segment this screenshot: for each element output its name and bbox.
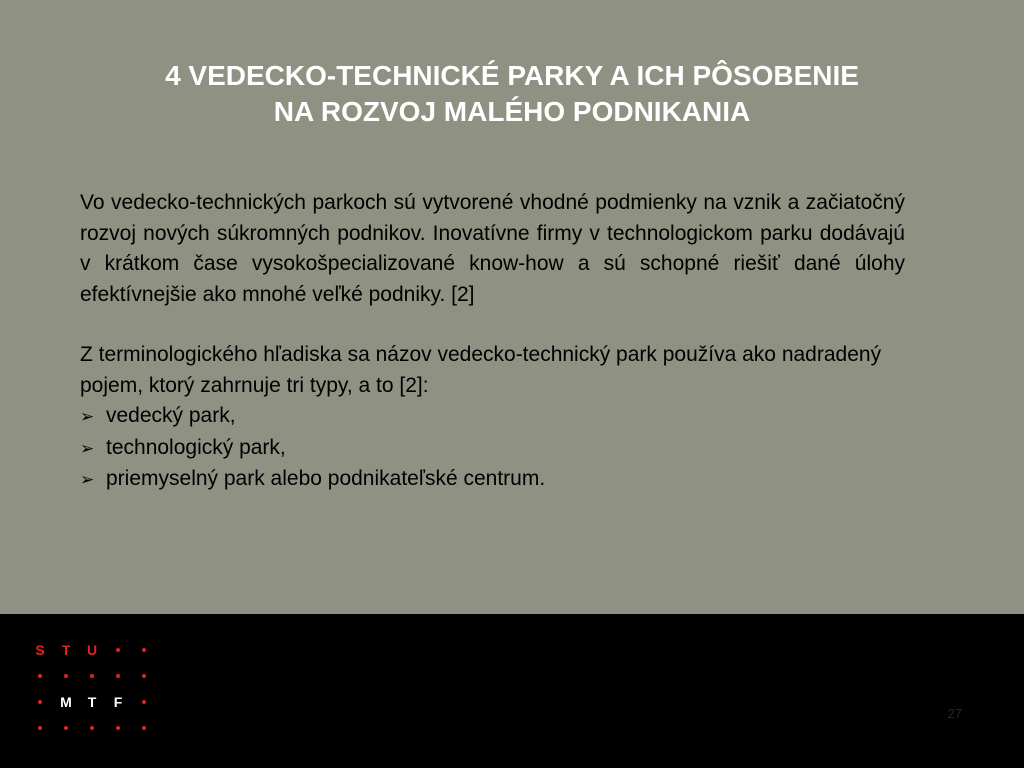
logo-dot	[105, 637, 131, 663]
logo-dot	[131, 663, 157, 689]
logo-dot-mark	[90, 726, 94, 730]
list-item	[80, 401, 905, 433]
list-item	[80, 464, 905, 496]
logo-letter: S	[35, 642, 45, 658]
paragraph-2: Z terminologického hľadiska sa názov vedecko-technický park používa ako nadradený pojem, ktorý zahrnuje tri typy, a to [2]:	[80, 343, 882, 397]
logo-dot-mark	[116, 726, 120, 730]
slide-number: 27	[947, 706, 962, 721]
logo-dot	[53, 663, 79, 689]
logo-letter: M	[60, 694, 72, 710]
logo-dot	[27, 663, 53, 689]
stu-mtf-logo	[27, 637, 157, 741]
logo-dot-mark	[38, 700, 42, 704]
logo-dot-mark	[64, 726, 68, 730]
logo-dot-mark	[116, 674, 120, 678]
list-item	[80, 433, 905, 465]
bullet-text: technologický park,	[106, 435, 286, 459]
paragraph-1: Vo vedecko-technických parkoch sú vytvorené vhodné podmienky na vznik a začiatočný rozvoj nových súkromných podnikov. Inovatívne firmy v technologickom parku dodávajú v krátkom čase vysokošpecializované know-how a sú schopné riešiť dané úlohy efektívnejšie ako mnohé veľké podniky. [2]	[80, 191, 905, 306]
logo-dot	[131, 637, 157, 663]
logo-letter: U	[86, 642, 98, 658]
logo-dot-mark	[142, 726, 146, 730]
logo-dot-mark	[116, 648, 120, 652]
logo-letter: T	[61, 642, 71, 658]
bullet-text: priemyselný park alebo podnikateľské centrum.	[106, 467, 546, 490]
logo-dot	[79, 715, 105, 741]
logo-dot	[79, 663, 105, 689]
arrow-bullet-icon: ➢	[80, 470, 95, 489]
slide-title-line-2: NA ROZVOJ MALÉHO PODNIKANIA	[273, 96, 751, 127]
arrow-bullet-icon: ➢	[80, 438, 95, 458]
logo-dot-mark	[142, 700, 146, 704]
logo-dot	[105, 663, 131, 689]
slide-title	[40, 58, 984, 130]
logo-dot	[27, 715, 53, 741]
logo-dot	[105, 715, 131, 741]
slide-title-line-1: 4 VEDECKO-TECHNICKÉ PARKY A ICH PÔSOBENIE	[165, 60, 859, 91]
logo-dot-mark	[142, 648, 146, 652]
slide-body	[80, 188, 905, 496]
footer-bar	[0, 614, 1024, 768]
logo-letter: F	[113, 694, 123, 710]
logo-dot-mark	[90, 674, 94, 678]
logo-dot	[27, 689, 53, 715]
logo-dot-mark	[38, 726, 42, 730]
bullet-list	[80, 401, 905, 496]
logo-dot	[53, 715, 79, 741]
arrow-bullet-icon: ➢	[80, 407, 95, 426]
logo-dot-mark	[64, 674, 68, 678]
logo-dot-mark	[38, 674, 42, 678]
logo-dot	[131, 689, 157, 715]
bullet-text: vedecký park,	[106, 404, 236, 427]
logo-dot-mark	[142, 674, 146, 678]
logo-letter: T	[87, 694, 97, 710]
logo-dot	[131, 715, 157, 741]
